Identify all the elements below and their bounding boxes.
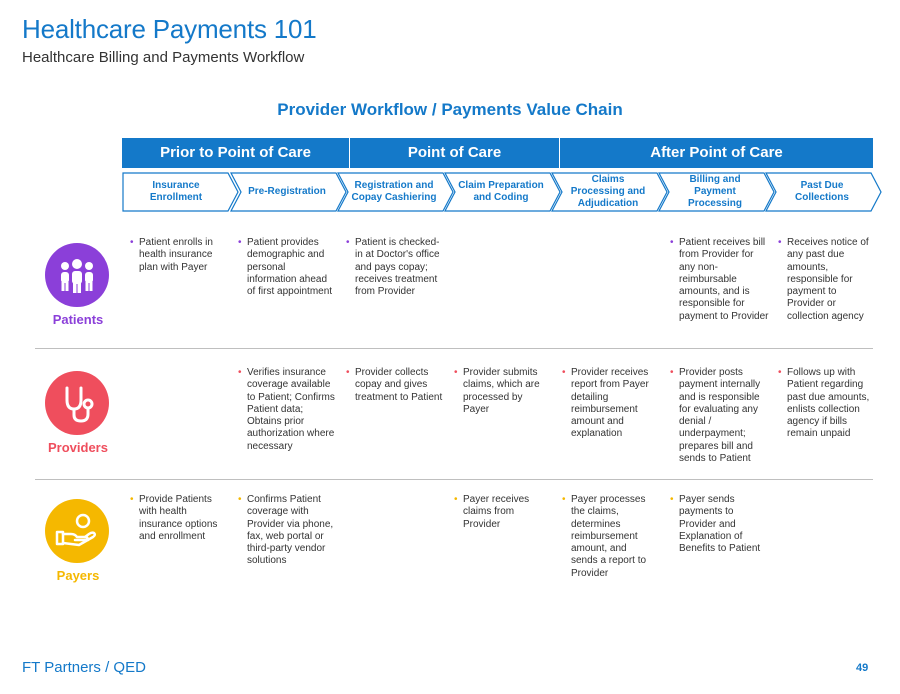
cell-providers-step-2 <box>238 367 336 453</box>
role-label-providers: Providers <box>48 440 108 455</box>
bullet-icon: • <box>454 367 458 378</box>
cell-text: Payer sends payments to Provider and Explanation of Benefits to Patient <box>679 494 761 555</box>
cell-payers-step-4 <box>454 494 544 531</box>
bullet-icon: • <box>130 494 134 505</box>
workflow-steps <box>122 172 882 212</box>
bullet-icon: • <box>562 494 566 505</box>
bullet-icon: • <box>346 367 350 378</box>
hand-coin-icon <box>45 499 109 563</box>
cell-text: Provider submits claims, which are processed by Payer <box>463 367 540 415</box>
bullet-icon: • <box>670 494 674 505</box>
cell-payers-step-1 <box>130 494 222 543</box>
cell-text: Provider receives report from Payer detailing reimbursement amount and explanation <box>571 367 649 440</box>
row-divider <box>35 348 873 349</box>
step-past-due-collections <box>765 172 883 212</box>
step-label: Insurance Enrollment <box>149 180 203 203</box>
cell-patients-step-2 <box>238 237 336 298</box>
cell-patients-step-7 <box>778 237 873 323</box>
step-label: Claim Preparation and Coding <box>458 180 544 203</box>
phase-point-of-care: Point of Care <box>407 144 502 161</box>
stethoscope-icon <box>45 371 109 435</box>
cell-text: Provider posts payment internally and is responsible for evaluating any denial / underpayment; prepares bill and sends to Patient <box>679 367 761 465</box>
page-number: 49 <box>856 662 869 674</box>
cell-patients-step-1 <box>130 237 222 274</box>
cell-text: Confirms Patient coverage with Provider via phone, fax, web portal or third-party vendor solutions <box>247 494 334 567</box>
bullet-icon: • <box>562 367 566 378</box>
bullet-icon: • <box>238 494 242 505</box>
cell-payers-step-6 <box>670 494 770 555</box>
cell-text: Patient is checked-in at Doctor's office and pays copay; receives treatment from Provider <box>355 237 440 298</box>
step-label: Past Due Collections <box>795 180 849 203</box>
cell-text: Patient provides demographic and personal information ahead of first appointment <box>247 237 333 298</box>
phase-prior-to-point-of-care: Prior to Point of Care <box>160 144 311 161</box>
bullet-icon: • <box>346 237 350 248</box>
step-registration-copay-cashiering <box>337 172 455 212</box>
step-claims-processing-adjudication <box>551 172 669 212</box>
phase-bar <box>122 138 873 168</box>
step-claim-preparation-coding <box>444 172 562 212</box>
bullet-icon: • <box>670 237 674 248</box>
bullet-icon: • <box>670 367 674 378</box>
cell-providers-step-7 <box>778 367 873 441</box>
phase-after-point-of-care: After Point of Care <box>650 144 783 161</box>
cell-text: Verifies insurance coverage available to Patient; Confirms Patient data; Obtains prior authorization where necessary <box>247 367 335 452</box>
cell-providers-step-4 <box>454 367 544 416</box>
bullet-icon: • <box>238 237 242 248</box>
cell-text: Patient enrolls in health insurance plan with Payer <box>139 237 213 273</box>
cell-text: Payer receives claims from Provider <box>463 494 530 530</box>
patients-icon <box>45 243 109 307</box>
cell-text: Payer processes the claims, determines reimbursement amount, and sends a report to Provider <box>571 494 647 579</box>
step-label: Billing and Payment Processing <box>688 174 742 209</box>
diagram-title: Provider Workflow / Payments Value Chain <box>277 100 623 119</box>
cell-providers-step-3 <box>346 367 444 404</box>
row-divider <box>35 479 873 480</box>
step-billing-payment-processing <box>658 172 776 212</box>
bullet-icon: • <box>778 367 782 378</box>
step-label: Registration and Copay Cashiering <box>351 180 437 203</box>
cell-providers-step-5 <box>562 367 654 441</box>
page-title: Healthcare Payments 101 <box>22 14 317 44</box>
step-label: Claims Processing and Adjudication <box>570 174 646 209</box>
cell-text: Provider collects copay and gives treatment to Patient <box>355 367 443 403</box>
cell-patients-step-3 <box>346 237 444 298</box>
cell-text: Provide Patients with health insurance options and enrollment <box>139 494 218 542</box>
step-pre-registration <box>230 172 348 212</box>
bullet-icon: • <box>130 237 134 248</box>
bullet-icon: • <box>454 494 458 505</box>
footer-brand: FT Partners / QED <box>22 659 146 676</box>
page-subtitle: Healthcare Billing and Payments Workflow <box>22 49 305 66</box>
step-label: Pre-Registration <box>248 186 326 197</box>
role-label-payers: Payers <box>56 568 100 583</box>
cell-providers-step-6 <box>670 367 770 465</box>
bullet-icon: • <box>778 237 782 248</box>
cell-text: Follows up with Patient regarding past due amounts, enlists collection agency if bills remain unpaid <box>787 367 870 440</box>
step-insurance-enrollment <box>122 172 240 212</box>
role-label-patients: Patients <box>52 312 104 327</box>
cell-text: Patient receives bill from Provider for any non-reimbursable amounts, and is responsible for payment to Provider <box>679 237 769 322</box>
cell-patients-step-6 <box>670 237 770 323</box>
cell-payers-step-2 <box>238 494 336 568</box>
bullet-icon: • <box>238 367 242 378</box>
cell-text: Receives notice of any past due amounts, responsible for payment to Provider or collection agency <box>787 237 869 322</box>
cell-payers-step-5 <box>562 494 654 580</box>
